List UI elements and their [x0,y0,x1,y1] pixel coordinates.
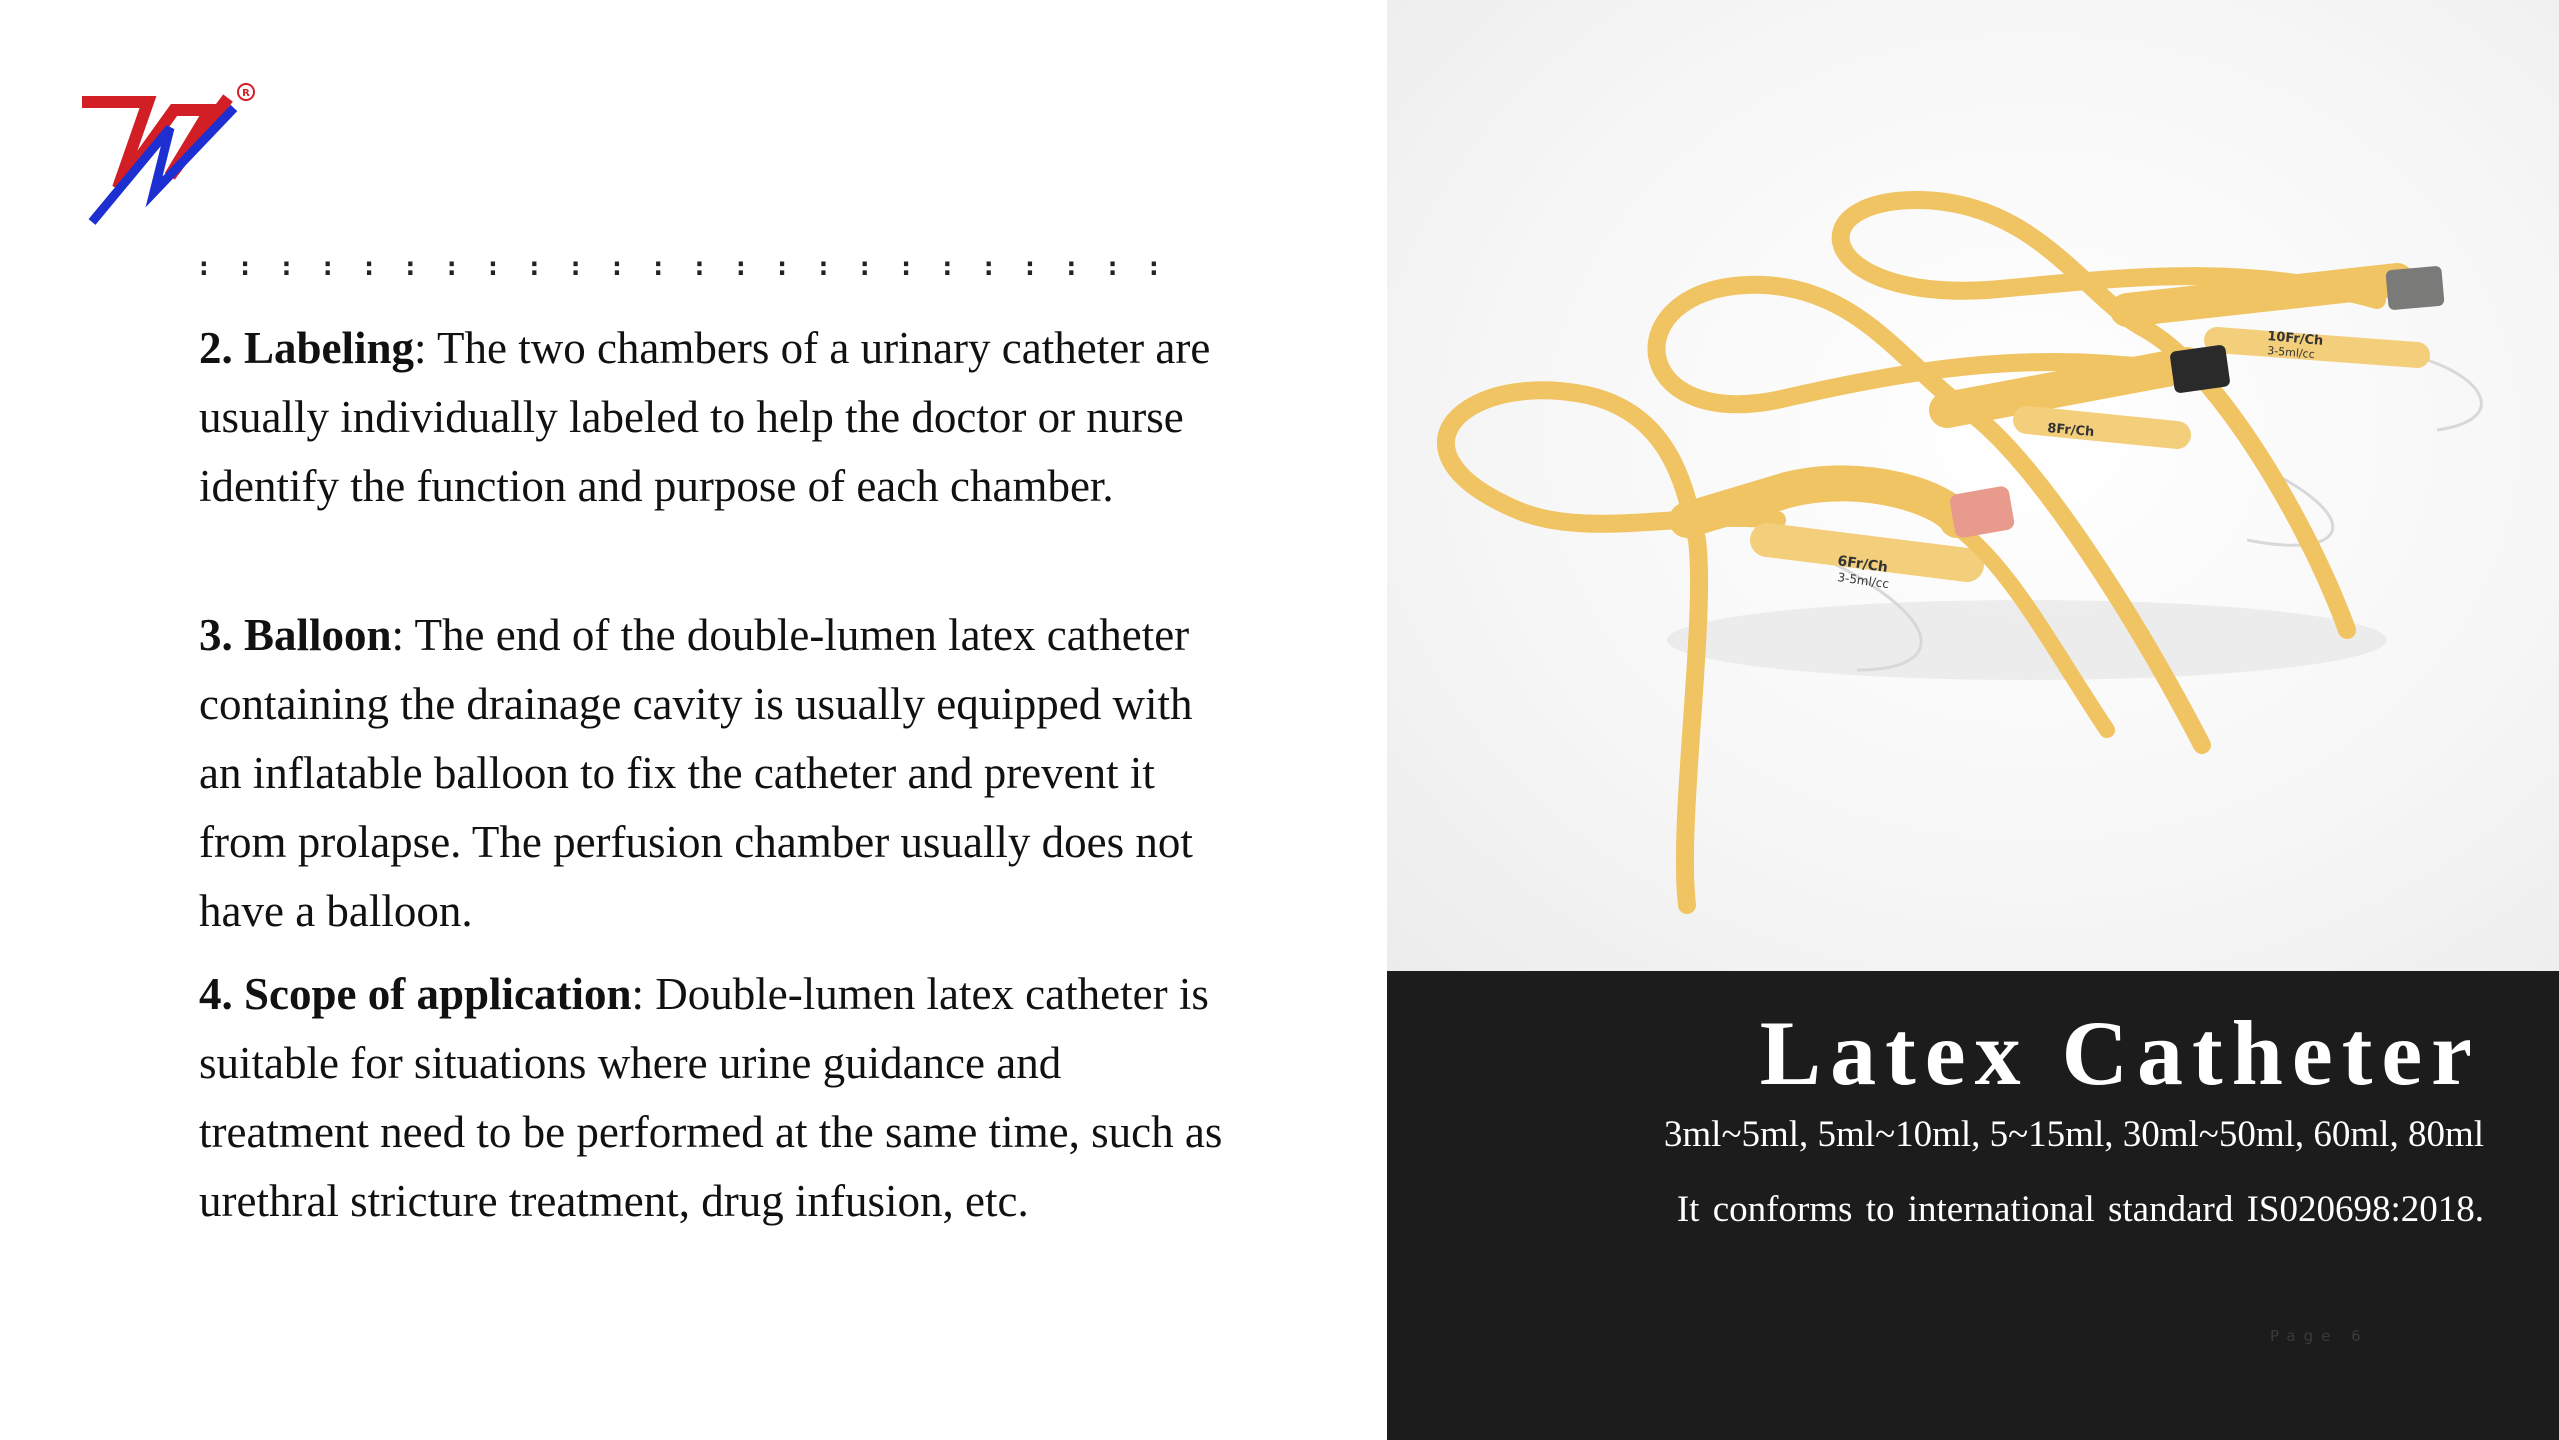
catheter-label: 6Fr/Ch [1836,553,1889,577]
product-sizes: 3ml~5ml, 5ml~10ml, 5~15ml, 30ml~50ml, 60ml, 80ml [1663,1114,2484,1155]
section-heading: 3. Balloon [199,610,392,660]
section-body: : Double-lumen latex catheter is suitable for situations where urine guidance and treatment need to be performed at the same time, such as urethral stricture treatment, drug infusion, etc. [199,969,1223,1226]
section-balloon [199,601,1229,946]
section-heading: 2. Labeling [199,323,415,373]
catheter-label: 3-5ml/cc [1836,570,1890,592]
valve-cap-black [2169,344,2230,393]
catheter-label: 8Fr/Ch [2046,421,2095,441]
page-label: Page [2270,1327,2339,1345]
product-title: Latex Catheter [1759,1002,2481,1104]
catheter-illustration [1387,0,2559,971]
page-value: 6 [2351,1327,2369,1345]
dotted-divider: : : : : : : : : : : : : : : : : : : : : : : : : [196,252,1167,282]
svg-text:R: R [242,88,250,99]
section-body: : The two chambers of a urinary catheter are usually individually labeled to help the doctor or nurse identify the function and purpose of each chamber. [199,323,1211,511]
section-labeling [199,314,1229,521]
valve-cap-pink [1949,485,2016,539]
catheter-photo [1387,0,2559,971]
catheter-label: 10Fr/Ch [2266,329,2324,349]
section-body: : The end of the double-lumen latex catheter containing the drainage cavity is usually equipped with an inflatable balloon to fix the catheter and prevent it from prolapse. The perfusion chamber usually does not have a balloon. [199,610,1193,936]
page-number [2270,1327,2369,1345]
catheter-label: 3-5ml/cc [2266,344,2316,362]
standard-statement: It conforms to international standard IS020698:2018. [1676,1189,2484,1230]
company-logo [78,80,264,236]
valve-cap-grey [2385,266,2444,311]
section-scope [199,960,1229,1236]
section-heading: 4. Scope of application [199,969,632,1019]
